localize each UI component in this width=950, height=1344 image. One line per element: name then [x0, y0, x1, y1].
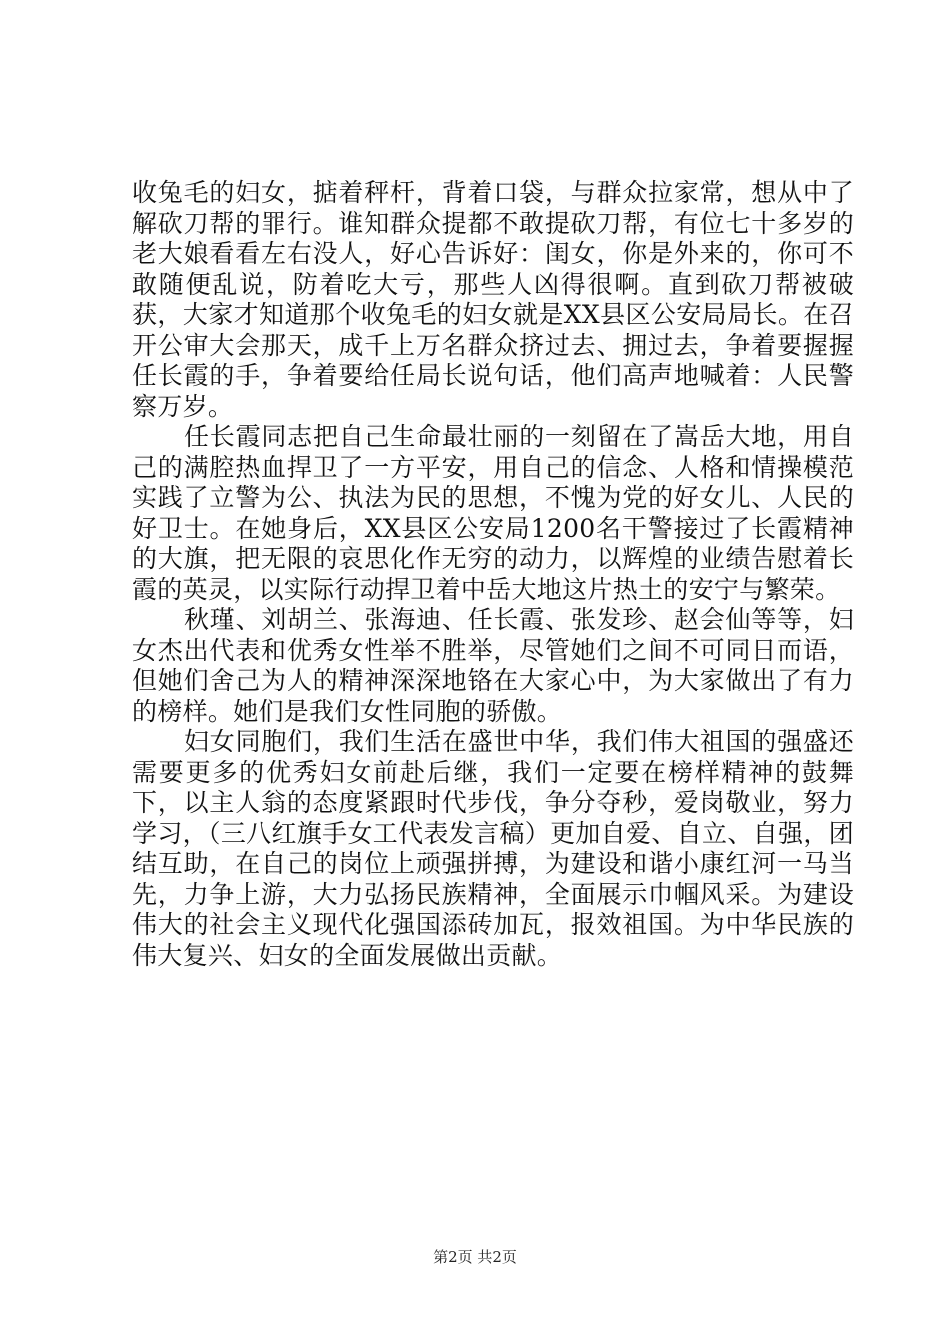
page-number-footer: 第2页 共2页 — [433, 1248, 517, 1266]
paragraph-1: 收兔毛的妇女，掂着秤杆，背着口袋，与群众拉家常，想从中了解砍刀帮的罪行。谁知群众提都不敢提砍刀帮，有位七十多岁的老大娘看看左右没人，好心告诉好：闺女，你是外来的，你可不敢随便乱说，防着吃大亏，那些人凶得很啊。直到砍刀帮被破获，大家才知道那个收兔毛的妇女就是XX县区公安局局长。在召开公审大会那天，成千上万名群众挤过去、拥过去，争着要握握任长霞的手，争着要给任局长说句话，他们高声地喊着：人民警察万岁。 — [132, 178, 854, 421]
paragraph-3: 秋瑾、刘胡兰、张海迪、任长霞、张发珍、赵会仙等等，妇女杰出代表和优秀女性举不胜举，尽管她们之间不可同日而语，但她们舍己为人的精神深深地铬在大家心中，为大家做出了有力的榜样。她们是我们女性同胞的骄傲。 — [132, 605, 854, 726]
document-body — [132, 178, 854, 971]
paragraph-2: 任长霞同志把自己生命最壮丽的一刻留在了嵩岳大地，用自己的满腔热血捍卫了一方平安，用自己的信念、人格和情操模范实践了立警为公、执法为民的思想，不愧为党的好女儿、人民的好卫士。在她身后，XX县区公安局1200名干警接过了长霞精神的大旗，把无限的哀思化作无穷的动力，以辉煌的业绩告慰着长霞的英灵，以实际行动捍卫着中岳大地这片热土的安宁与繁荣。 — [132, 422, 854, 604]
paragraph-4: 妇女同胞们，我们生活在盛世中华，我们伟大祖国的强盛还需要更多的优秀妇女前赴后继，我们一定要在榜样精神的鼓舞下，以主人翁的态度紧跟时代步伐，争分夺秒，爱岗敬业，努力学习，（三八红旗手女工代表发言稿）更加自爱、自立、自强，团结互助，在自己的岗位上顽强拼搏，为建设和谐小康红河一马当先，力争上游，大力弘扬民族精神，全面展示巾帼风采。为建设伟大的社会主义现代化强国添砖加瓦，报效祖国。为中华民族的伟大复兴、妇女的全面发展做出贡献。 — [132, 727, 854, 970]
